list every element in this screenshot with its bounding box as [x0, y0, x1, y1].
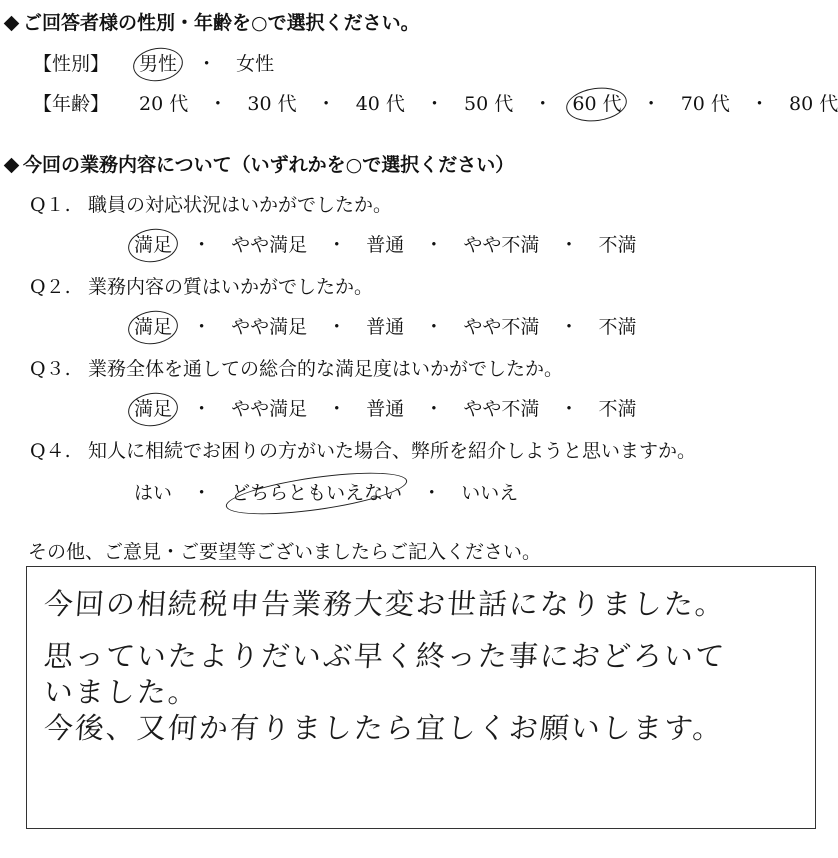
separator: ・	[641, 93, 661, 115]
separator: ・	[327, 316, 347, 338]
separator: ・	[316, 93, 336, 115]
answer-no[interactable]: いいえ	[461, 482, 519, 504]
answer-somewhat-satisfied[interactable]: やや満足	[231, 316, 308, 338]
gender-option-male[interactable]: 男性	[139, 53, 178, 75]
answer-neutral[interactable]: 普通	[366, 316, 405, 338]
question-q3	[30, 360, 563, 379]
separator: ・	[192, 234, 212, 256]
diamond-bullet-icon	[4, 157, 20, 173]
separator: ・	[197, 53, 217, 75]
question-label: Q４.	[30, 440, 71, 462]
gender-row	[33, 55, 274, 74]
separator: ・	[208, 93, 228, 115]
separator: ・	[559, 398, 579, 420]
separator: ・	[424, 234, 444, 256]
age-option-80[interactable]: 80 代	[789, 93, 838, 115]
answer-dissatisfied[interactable]: 不満	[598, 398, 637, 420]
separator: ・	[749, 93, 769, 115]
question-text: 業務内容の質はいかがでしたか。	[88, 276, 374, 298]
separator: ・	[559, 316, 579, 338]
question-q1	[30, 196, 392, 215]
age-row	[33, 95, 838, 114]
section-survey-title: 今回の業務内容について（いずれかを○で選択ください）	[0, 156, 514, 175]
answer-somewhat-dissatisfied[interactable]: やや不満	[463, 316, 540, 338]
handwritten-line: 今回の相続税申告業務大変お世話になりました。	[42, 587, 728, 621]
question-label: Q２.	[30, 276, 71, 298]
question-text: 職員の対応状況はいかがでしたか。	[88, 194, 393, 216]
answer-satisfied[interactable]: 満足	[134, 398, 173, 420]
question-q4	[30, 442, 696, 461]
answer-somewhat-dissatisfied[interactable]: やや不満	[463, 398, 540, 420]
separator: ・	[327, 234, 347, 256]
diamond-bullet-icon	[4, 15, 20, 31]
answers-q4	[134, 484, 518, 503]
answer-somewhat-satisfied[interactable]: やや満足	[231, 398, 308, 420]
answer-yes[interactable]: はい	[134, 482, 173, 504]
separator: ・	[422, 482, 442, 504]
age-option-20[interactable]: 20 代	[139, 93, 189, 115]
separator: ・	[559, 234, 579, 256]
age-option-60[interactable]: 60 代	[572, 93, 622, 115]
answer-dissatisfied[interactable]: 不満	[598, 316, 637, 338]
gender-label: 【性別】	[33, 53, 110, 75]
question-text: 業務全体を通しての総合的な満足度はいかがでしたか。	[88, 358, 564, 380]
question-label: Q１.	[30, 194, 71, 216]
answers-q3	[134, 400, 637, 419]
answer-neither[interactable]: どちらともいえない	[231, 482, 403, 504]
gender-option-female[interactable]: 女性	[236, 53, 275, 75]
question-text: 知人に相続でお困りの方がいた場合、弊所を紹介しようと思いますか。	[88, 440, 697, 462]
answer-somewhat-satisfied[interactable]: やや満足	[231, 234, 308, 256]
separator: ・	[533, 93, 553, 115]
separator: ・	[192, 398, 212, 420]
age-option-40[interactable]: 40 代	[355, 93, 405, 115]
separator: ・	[424, 316, 444, 338]
handwritten-line: 今後、又何か有りましたら宜しくお願いします。	[42, 711, 725, 745]
answers-q1	[134, 236, 637, 255]
answer-satisfied[interactable]: 満足	[134, 234, 173, 256]
age-option-50[interactable]: 50 代	[464, 93, 514, 115]
separator: ・	[192, 316, 212, 338]
question-q2	[30, 278, 373, 297]
answers-q2	[134, 318, 637, 337]
age-option-30[interactable]: 30 代	[247, 93, 297, 115]
separator: ・	[192, 482, 212, 504]
answer-neutral[interactable]: 普通	[366, 234, 405, 256]
answer-somewhat-dissatisfied[interactable]: やや不満	[463, 234, 540, 256]
separator: ・	[424, 93, 444, 115]
separator: ・	[424, 398, 444, 420]
answer-dissatisfied[interactable]: 不満	[598, 234, 637, 256]
separator: ・	[327, 398, 347, 420]
answer-satisfied[interactable]: 満足	[134, 316, 173, 338]
handwritten-line: いました。	[42, 675, 201, 709]
question-label: Q３.	[30, 358, 71, 380]
section-gender-age-title: ご回答者様の性別・年齢を○で選択ください。	[0, 14, 420, 33]
answer-neutral[interactable]: 普通	[366, 398, 405, 420]
age-label: 【年齢】	[33, 93, 110, 115]
age-option-70[interactable]: 70 代	[680, 93, 730, 115]
handwritten-line: 思っていたよりだいぶ早く終った事におどろいて	[42, 639, 728, 673]
comments-prompt: その他、ご意見・ご要望等ございましたらご記入ください。	[28, 541, 542, 563]
